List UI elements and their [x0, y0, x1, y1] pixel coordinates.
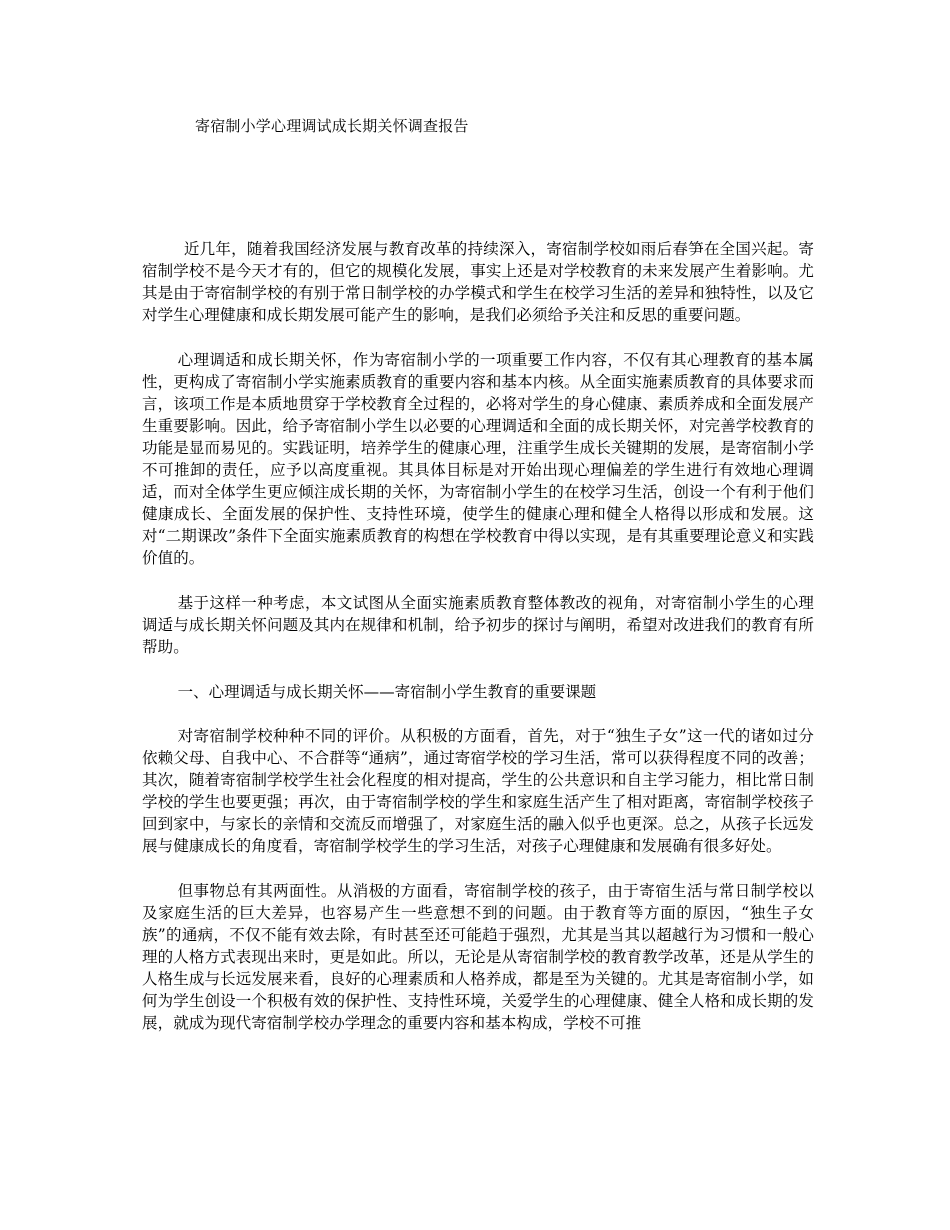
paragraph-negative-aspects: 但事物总有其两面性。从消极的方面看，寄宿制学校的孩子，由于寄宿生活与常日制学校以及家庭生活的巨大差异，也容易产生一些意想不到的问题。由于教育等方面的原因，“独生子女族”的通病，不仅不能有效去除，有时甚至还可能趋于强烈，尤其是当其以超越行为习惯和一般心理的人格方式表现出来时，更是如此。所以，无论是从寄宿制学校的教育教学改革，还是从学生的人格生成与长远发展来看，良好的心理素质和人格养成，都是至为关键的。尤其是寄宿制小学，如何为学生创设一个积极有效的保护性、支持性环境，关爱学生的心理健康、健全人格和成长期的发展，就成为现代寄宿制学校办学理念的重要内容和基本构成，学校不可推	[142, 882, 814, 1032]
paragraph-purpose: 基于这样一种考虑，本文试图从全面实施素质教育整体教改的视角，对寄宿制小学生的心理调适与成长期关怀问题及其内在规律和机制，给予初步的探讨与阐明，希望对改进我们的教育有所帮助。	[142, 594, 814, 656]
document-body	[142, 238, 814, 1057]
section-heading-1: 一、心理调适与成长期关怀——寄宿制小学生教育的重要课题	[177, 683, 597, 701]
document-title: 寄宿制小学心理调试成长期关怀调查报告	[195, 117, 469, 135]
paragraph-importance: 心理调适和成长期关怀，作为寄宿制小学的一项重要工作内容，不仅有其心理教育的基本属性，更构成了寄宿制小学实施素质教育的重要内容和基本内核。从全面实施素质教育的具体要求而言，该项工作是本质地贯穿于学校教育全过程的，必将对学生的身心健康、素质养成和全面发展产生重要影响。因此，给予寄宿制小学生以必要的心理调适和全面的成长期关怀，对完善学校教育的功能是显而易见的。实践证明，培养学生的健康心理，注重学生成长关键期的发展，是寄宿制小学不可推卸的责任，应予以高度重视。其具体目标是对开始出现心理偏差的学生进行有效地心理调适，而对全体学生更应倾注成长期的关怀，为寄宿制小学生的在校学习生活，创设一个有利于他们健康成长、全面发展的保护性、支持性环境，使学生的健康心理和健全人格得以形成和发展。这对“二期课改”条件下全面实施素质教育的构想在学校教育中得以实现，是有其重要理论意义和实践价值的。	[142, 351, 814, 567]
paragraph-intro: 近几年，随着我国经济发展与教育改革的持续深入，寄宿制学校如雨后春笋在全国兴起。寄宿制学校不是今天才有的，但它的规模化发展，事实上还是对学校教育的未来发展产生着影响。尤其是由于寄宿制学校的有别于常日制学校的办学模式和学生在校学习生活的差异和独特性，以及它对学生心理健康和成长期发展可能产生的影响，是我们必须给予关注和反思的重要问题。	[142, 240, 814, 324]
paragraph-positive-aspects: 对寄宿制学校种种不同的评价。从积极的方面看，首先，对于“独生子女”这一代的诸如过分依赖父母、自我中心、不合群等“通病”，通过寄宿学校的学习生活，常可以获得程度不同的改善；其次，随着寄宿制学校学生社会化程度的相对提高，学生的公共意识和自主学习能力，相比常日制学校的学生也要更强；再次，由于寄宿制学校的学生和家庭生活产生了相对距离，寄宿制学校孩子回到家中，与家长的亲情和交流反而增强了，对家庭生活的融入似乎也更深。总之，从孩子长远发展与健康成长的角度看，寄宿制学校学生的学习生活，对孩子心理健康和发展确有很多好处。	[142, 727, 814, 855]
